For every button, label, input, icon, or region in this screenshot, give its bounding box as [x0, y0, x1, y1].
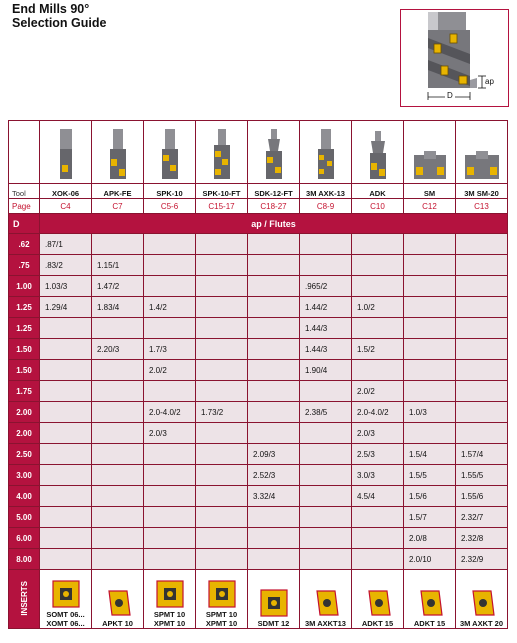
tool-page-link[interactable]: C12 [404, 199, 456, 214]
value-cell [40, 486, 92, 507]
value-cell: 3.0/3 [352, 465, 404, 486]
tool-image-6 [352, 121, 404, 184]
value-cell [248, 423, 300, 444]
insert-name: SPMT 10 [153, 610, 186, 619]
value-cell [456, 276, 508, 297]
value-cell [456, 318, 508, 339]
value-cell [456, 381, 508, 402]
value-cell: 2.0/3 [144, 423, 196, 444]
insert-icon [196, 579, 247, 609]
value-cell [196, 339, 248, 360]
value-cell [352, 234, 404, 255]
value-cell [40, 444, 92, 465]
tool-image-1 [92, 121, 144, 184]
value-cell [352, 507, 404, 528]
tool-name: XOK-06 [40, 184, 92, 199]
value-cell: 2.0/8 [404, 528, 456, 549]
value-cell [352, 528, 404, 549]
diameter-cell: 2.00 [9, 423, 40, 444]
diameter-cell: 8.00 [9, 549, 40, 570]
value-cell: 1.5/6 [404, 486, 456, 507]
value-cell [144, 318, 196, 339]
value-cell: 2.32/7 [456, 507, 508, 528]
insert-cell [404, 570, 456, 629]
value-cell [300, 381, 352, 402]
value-cell [352, 360, 404, 381]
table-row [9, 486, 508, 507]
value-cell: 1.5/5 [404, 465, 456, 486]
tool-page-link[interactable]: C18-27 [248, 199, 300, 214]
value-cell [40, 318, 92, 339]
insert-icon [144, 579, 195, 609]
tool-name: SM [404, 184, 456, 199]
value-cell [248, 381, 300, 402]
value-cell [300, 486, 352, 507]
table-row [9, 465, 508, 486]
value-cell [404, 381, 456, 402]
value-cell [404, 360, 456, 381]
value-cell: 1.44/2 [300, 297, 352, 318]
table-row [9, 276, 508, 297]
value-cell: 1.5/7 [404, 507, 456, 528]
tool-image-2 [144, 121, 196, 184]
table-row [9, 255, 508, 276]
value-cell [248, 528, 300, 549]
value-cell [40, 360, 92, 381]
value-cell: .87/1 [40, 234, 92, 255]
value-cell [144, 444, 196, 465]
diameter-cell: 3.00 [9, 465, 40, 486]
tool-image-0 [40, 121, 92, 184]
value-cell [248, 360, 300, 381]
insert-cell [300, 570, 352, 629]
tool-image-8 [456, 121, 508, 184]
insert-cell [352, 570, 404, 629]
tool-image-7 [404, 121, 456, 184]
insert-icon [456, 588, 507, 618]
value-cell [92, 423, 144, 444]
value-cell [456, 297, 508, 318]
insert-name: ADKT 15 [413, 619, 446, 628]
value-cell: .83/2 [40, 255, 92, 276]
insert-cell [92, 570, 144, 629]
value-cell: 2.09/3 [248, 444, 300, 465]
insert-name: XOMT 06... [46, 619, 85, 628]
value-cell [92, 486, 144, 507]
value-cell [404, 423, 456, 444]
table-row [9, 423, 508, 444]
end-mill-icon [456, 151, 507, 181]
value-cell [40, 381, 92, 402]
diameter-cell: 1.50 [9, 339, 40, 360]
value-cell [144, 507, 196, 528]
value-cell: 1.03/3 [40, 276, 92, 297]
value-cell [300, 528, 352, 549]
value-cell [40, 507, 92, 528]
value-cell [248, 549, 300, 570]
diameter-cell: 1.25 [9, 297, 40, 318]
diameter-cell: .62 [9, 234, 40, 255]
table-row [9, 339, 508, 360]
diameter-cell: 2.50 [9, 444, 40, 465]
value-cell: 1.57/4 [456, 444, 508, 465]
value-cell [248, 402, 300, 423]
value-cell: 2.0-4.0/2 [144, 402, 196, 423]
diameter-cell: 2.00 [9, 402, 40, 423]
insert-cell [196, 570, 248, 629]
value-cell [404, 318, 456, 339]
dimension-d-label: D [447, 91, 453, 100]
value-cell: 2.32/9 [456, 549, 508, 570]
value-cell [300, 465, 352, 486]
selection-guide-table [8, 120, 508, 629]
end-mill-icon [352, 129, 403, 181]
value-cell [40, 528, 92, 549]
value-cell [196, 255, 248, 276]
insert-icon [248, 588, 299, 618]
value-cell: 2.0/2 [352, 381, 404, 402]
value-cell [196, 297, 248, 318]
insert-cell [456, 570, 508, 629]
value-cell [196, 528, 248, 549]
value-cell [300, 444, 352, 465]
value-cell: 3.32/4 [248, 486, 300, 507]
value-cell [196, 507, 248, 528]
value-cell [144, 528, 196, 549]
value-cell [40, 339, 92, 360]
page-label: Page [9, 199, 40, 214]
tool-name: 3M AXK-13 [300, 184, 352, 199]
value-cell: 1.0/3 [404, 402, 456, 423]
table-row [9, 297, 508, 318]
table-row [9, 528, 508, 549]
value-cell [248, 276, 300, 297]
value-cell [40, 423, 92, 444]
value-cell: 4.5/4 [352, 486, 404, 507]
value-cell: 2.52/3 [248, 465, 300, 486]
dimension-ap-label: ap [485, 77, 494, 86]
corner-cell [9, 121, 40, 184]
value-cell: 2.20/3 [92, 339, 144, 360]
insert-name: SPMT 10 [205, 610, 238, 619]
value-cell [92, 318, 144, 339]
table-row [9, 444, 508, 465]
diameter-cell: 1.75 [9, 381, 40, 402]
value-cell [92, 528, 144, 549]
value-cell [248, 255, 300, 276]
value-cell: 1.55/6 [456, 486, 508, 507]
tool-name: SDK-12-FT [248, 184, 300, 199]
tool-name: APK-FE [92, 184, 144, 199]
value-cell [456, 402, 508, 423]
value-cell [300, 549, 352, 570]
ap-flutes-header: ap / Flutes [40, 214, 508, 234]
value-cell: 1.83/4 [92, 297, 144, 318]
value-cell [456, 234, 508, 255]
tool-name: SPK-10 [144, 184, 196, 199]
value-cell [92, 402, 144, 423]
value-cell: 2.5/3 [352, 444, 404, 465]
value-cell [92, 507, 144, 528]
insert-name: 3M AXKT13 [305, 619, 346, 628]
tool-name: SPK-10-FT [196, 184, 248, 199]
end-mill-icon [92, 129, 143, 181]
value-cell [196, 423, 248, 444]
value-cell [144, 255, 196, 276]
value-cell [144, 486, 196, 507]
tool-image-5 [300, 121, 352, 184]
value-cell [196, 486, 248, 507]
value-cell: 2.0-4.0/2 [352, 402, 404, 423]
value-cell [40, 465, 92, 486]
value-cell: 1.90/4 [300, 360, 352, 381]
title-line-2: Selection Guide [12, 16, 107, 30]
insert-name: 3M AXKT 20 [459, 619, 504, 628]
value-cell [248, 507, 300, 528]
insert-name: XPMT 10 [153, 619, 186, 628]
table-row [9, 234, 508, 255]
tool-name: 3M SM-20 [456, 184, 508, 199]
value-cell [92, 549, 144, 570]
value-cell: 2.0/2 [144, 360, 196, 381]
value-cell: 1.29/4 [40, 297, 92, 318]
d-header: D [9, 214, 40, 234]
diameter-cell: 1.50 [9, 360, 40, 381]
value-cell [196, 465, 248, 486]
value-cell [248, 339, 300, 360]
tool-page-link[interactable]: C4 [40, 199, 92, 214]
value-cell [196, 234, 248, 255]
insert-icon [352, 588, 403, 618]
value-cell [456, 255, 508, 276]
value-cell [404, 339, 456, 360]
insert-name: APKT 10 [102, 619, 133, 628]
table-row [9, 318, 508, 339]
insert-name: SDMT 12 [257, 619, 290, 628]
value-cell [92, 360, 144, 381]
value-cell: 1.0/2 [352, 297, 404, 318]
end-mill-icon [196, 129, 247, 181]
page-title [12, 2, 106, 30]
value-cell [144, 234, 196, 255]
value-cell [196, 318, 248, 339]
end-mill-icon [144, 129, 195, 181]
insert-icon [300, 588, 351, 618]
insert-name: ADKT 15 [361, 619, 394, 628]
insert-name: XPMT 10 [205, 619, 238, 628]
tool-page-link[interactable]: C8-9 [300, 199, 352, 214]
value-cell [40, 402, 92, 423]
table-row [9, 507, 508, 528]
insert-icon [92, 588, 143, 618]
value-cell [196, 276, 248, 297]
value-cell: 2.0/3 [352, 423, 404, 444]
value-cell: 1.15/1 [92, 255, 144, 276]
value-cell [144, 549, 196, 570]
value-cell [92, 444, 144, 465]
value-cell: 2.32/8 [456, 528, 508, 549]
table-row [9, 549, 508, 570]
value-cell: 1.47/2 [92, 276, 144, 297]
value-cell [248, 297, 300, 318]
value-cell [404, 255, 456, 276]
value-cell [92, 381, 144, 402]
value-cell: .965/2 [300, 276, 352, 297]
table-row [9, 381, 508, 402]
end-mill-icon [404, 151, 455, 181]
tool-page-link[interactable]: C13 [456, 199, 508, 214]
diameter-cell: .75 [9, 255, 40, 276]
value-cell [300, 423, 352, 444]
insert-cell [40, 570, 92, 629]
end-mill-icon [300, 129, 351, 181]
value-cell [456, 360, 508, 381]
value-cell [352, 549, 404, 570]
insert-cell [248, 570, 300, 629]
inserts-label-cell [9, 570, 40, 629]
value-cell [404, 276, 456, 297]
value-cell [92, 234, 144, 255]
diameter-cell: 6.00 [9, 528, 40, 549]
value-cell: 1.4/2 [144, 297, 196, 318]
table-row [9, 360, 508, 381]
value-cell [196, 549, 248, 570]
title-line-1: End Mills 90° [12, 2, 90, 16]
diameter-cell: 1.00 [9, 276, 40, 297]
table-row [9, 402, 508, 423]
value-cell [144, 465, 196, 486]
value-cell [352, 255, 404, 276]
value-cell: 2.38/5 [300, 402, 352, 423]
tool-image-4 [248, 121, 300, 184]
value-cell [144, 276, 196, 297]
value-cell: 1.5/4 [404, 444, 456, 465]
value-cell [300, 234, 352, 255]
tool-image-3 [196, 121, 248, 184]
tool-page-link[interactable]: C5-6 [144, 199, 196, 214]
value-cell [352, 276, 404, 297]
inserts-label: INSERTS [19, 580, 29, 616]
insert-icon [40, 579, 91, 609]
value-cell [196, 360, 248, 381]
tool-page-link[interactable]: C10 [352, 199, 404, 214]
end-mill-icon [248, 129, 299, 181]
value-cell: 1.5/2 [352, 339, 404, 360]
value-cell: 2.0/10 [404, 549, 456, 570]
end-mill-illustration [400, 9, 509, 107]
value-cell [196, 381, 248, 402]
tool-page-link[interactable]: C15-17 [196, 199, 248, 214]
value-cell: 1.73/2 [196, 402, 248, 423]
value-cell [456, 423, 508, 444]
value-cell [248, 318, 300, 339]
diameter-cell: 5.00 [9, 507, 40, 528]
value-cell [404, 297, 456, 318]
value-cell: 1.7/3 [144, 339, 196, 360]
insert-name: SOMT 06... [46, 610, 85, 619]
value-cell [40, 549, 92, 570]
diameter-cell: 1.25 [9, 318, 40, 339]
value-cell: 1.55/5 [456, 465, 508, 486]
tool-label: Tool [9, 184, 40, 199]
value-cell [456, 339, 508, 360]
value-cell [300, 255, 352, 276]
value-cell [144, 381, 196, 402]
tool-name: ADK [352, 184, 404, 199]
tool-page-link[interactable]: C7 [92, 199, 144, 214]
value-cell [92, 465, 144, 486]
diameter-cell: 4.00 [9, 486, 40, 507]
end-mill-icon [40, 129, 91, 181]
value-cell: 1.44/3 [300, 318, 352, 339]
insert-icon [404, 588, 455, 618]
value-cell [248, 234, 300, 255]
insert-cell [144, 570, 196, 629]
value-cell [300, 507, 352, 528]
value-cell: 1.44/3 [300, 339, 352, 360]
value-cell [404, 234, 456, 255]
value-cell [352, 318, 404, 339]
value-cell [196, 444, 248, 465]
